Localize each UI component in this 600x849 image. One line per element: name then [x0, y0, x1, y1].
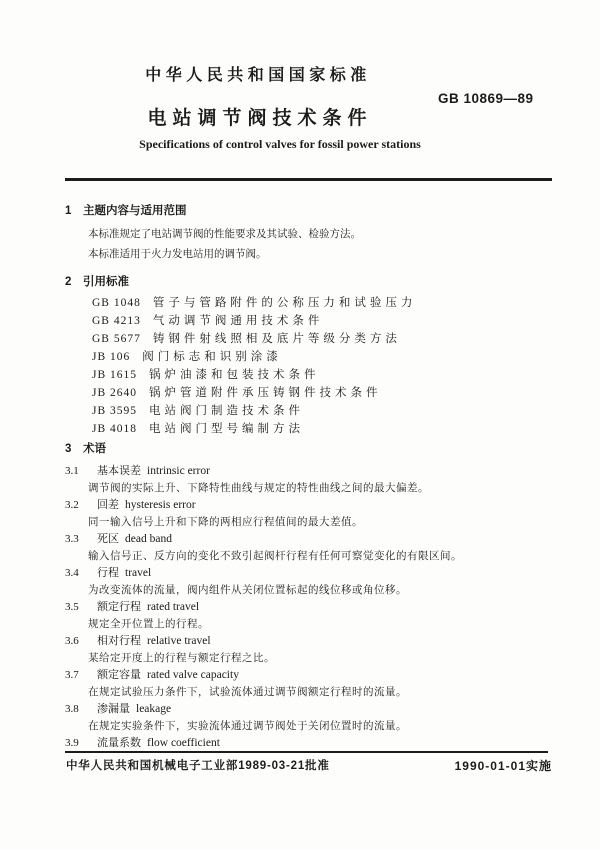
term-definition: 输入信号正、反方向的变化不致引起阀杆行程有任何可察觉变化的有限区间。 — [88, 550, 462, 562]
term-name-en: relative travel — [147, 635, 211, 647]
reference-title: 气动调节阀通用技术条件 — [152, 315, 324, 327]
term-definition: 规定全开位置上的行程。 — [88, 618, 209, 630]
section-number: 1 — [65, 205, 72, 217]
reference-code: GB 1048 — [92, 297, 141, 309]
reference-item — [65, 366, 552, 384]
section-title: 术语 — [83, 443, 106, 455]
term-name-en: intrinsic error — [147, 465, 210, 477]
term-number: 3.1 — [65, 465, 79, 477]
term-name-en: rated valve capacity — [147, 669, 239, 681]
reference-title: 锅炉管道附件承压铸钢件技术条件 — [149, 387, 382, 399]
term-definition: 在规定实验条件下，实验流体通过调节阀处于关闭位置时的流量。 — [88, 720, 407, 732]
paragraph: 本标准适用于火力发电站用的调节阀。 — [88, 248, 267, 260]
reference-code: GB 4213 — [92, 315, 141, 327]
reference-title: 管子与管路附件的公称压力和试验压力 — [152, 297, 417, 309]
term-heading — [65, 701, 552, 718]
reference-item — [65, 384, 552, 402]
reference-item — [65, 294, 552, 312]
document-title-cn: 电站调节阀技术条件 — [147, 108, 373, 129]
paragraph: 本标准规定了电站调节阀的性能要求及其试验、检验方法。 — [88, 228, 361, 240]
term-definition: 某给定开度上的行程与额定行程之比。 — [88, 652, 275, 664]
term-name-en: dead band — [125, 533, 172, 545]
term-name-cn: 渗漏量 — [97, 703, 130, 715]
term-number: 3.3 — [65, 533, 79, 545]
term-name-en: rated travel — [147, 601, 200, 613]
term-definition: 调节阀的实际上升、下降特性曲线与规定的特性曲线之间的最大偏差。 — [88, 482, 429, 494]
reference-title: 电站阀门制造技术条件 — [149, 405, 305, 417]
term-list — [65, 463, 552, 752]
term-number: 3.4 — [65, 567, 79, 579]
term-number: 3.2 — [65, 499, 79, 511]
footer-rule — [65, 751, 548, 753]
reference-list — [65, 294, 552, 438]
reference-title: 电站阀门型号编制方法 — [149, 423, 305, 435]
term-name-en: hysteresis error — [125, 499, 196, 511]
term-name-en: leakage — [136, 703, 172, 715]
term-name-en: travel — [125, 567, 152, 579]
term-name-cn: 死区 — [97, 533, 119, 545]
term-heading — [65, 633, 552, 650]
section-heading — [65, 276, 552, 289]
term-name-cn: 流量系数 — [97, 737, 141, 749]
reference-title: 阀门标志和识别涂漆 — [142, 351, 282, 363]
term-number: 3.6 — [65, 635, 79, 647]
term-number: 3.5 — [65, 601, 79, 613]
term-heading — [65, 735, 552, 752]
term-definition: 在规定试验压力条件下，试验流体通过调节阀额定行程时的流量。 — [88, 686, 407, 698]
reference-item — [65, 420, 552, 438]
reference-code: GB 5677 — [92, 333, 141, 345]
section-title: 主题内容与适用范围 — [83, 205, 187, 217]
header-rule — [65, 178, 552, 181]
reference-item — [65, 330, 552, 348]
approval-text: 中华人民共和国机械电子工业部1989-03-21批准 — [66, 760, 330, 772]
reference-item — [65, 348, 552, 366]
reference-code: JB 2640 — [92, 387, 138, 399]
document-title-en: Specifications of control valves for fossil power stations — [139, 137, 421, 151]
term-heading — [65, 497, 552, 514]
reference-code: JB 106 — [92, 351, 131, 363]
implementation-text: 1990-01-01实施 — [454, 759, 552, 773]
section-number: 3 — [65, 443, 72, 455]
document-body — [65, 197, 552, 752]
term-name-en: flow coefficient — [147, 737, 220, 749]
section-title: 引用标准 — [83, 276, 129, 288]
term-name-cn: 基本误差 — [97, 465, 141, 477]
term-name-cn: 回差 — [97, 499, 119, 511]
section-heading — [65, 443, 552, 456]
term-heading — [65, 667, 552, 684]
standard-label: 中华人民共和国国家标准 — [145, 67, 371, 84]
section-heading — [65, 205, 552, 218]
term-number: 3.8 — [65, 703, 79, 715]
standard-code: GB 10869—89 — [438, 91, 534, 106]
reference-title: 锅炉油漆和包装技术条件 — [149, 369, 320, 381]
term-definition: 同一输入信号上升和下降的两相应行程值间的最大差值。 — [88, 516, 363, 528]
term-heading — [65, 565, 552, 582]
term-definition: 为改变流体的流量，阀内组件从关闭位置标起的线位移或角位移。 — [88, 584, 407, 596]
term-heading — [65, 599, 552, 616]
reference-title: 铸钢件射线照相及底片等级分类方法 — [152, 333, 401, 345]
term-heading — [65, 463, 552, 480]
term-number: 3.9 — [65, 737, 79, 749]
section-number: 2 — [65, 276, 72, 288]
term-number: 3.7 — [65, 669, 79, 681]
reference-item — [65, 402, 552, 420]
term-heading — [65, 531, 552, 548]
term-name-cn: 额定行程 — [97, 601, 141, 613]
term-name-cn: 额定容量 — [97, 669, 141, 681]
reference-code: JB 1615 — [92, 369, 138, 381]
term-name-cn: 行程 — [97, 567, 119, 579]
term-name-cn: 相对行程 — [97, 635, 141, 647]
reference-code: JB 3595 — [92, 405, 138, 417]
reference-code: JB 4018 — [92, 423, 138, 435]
reference-item — [65, 312, 552, 330]
